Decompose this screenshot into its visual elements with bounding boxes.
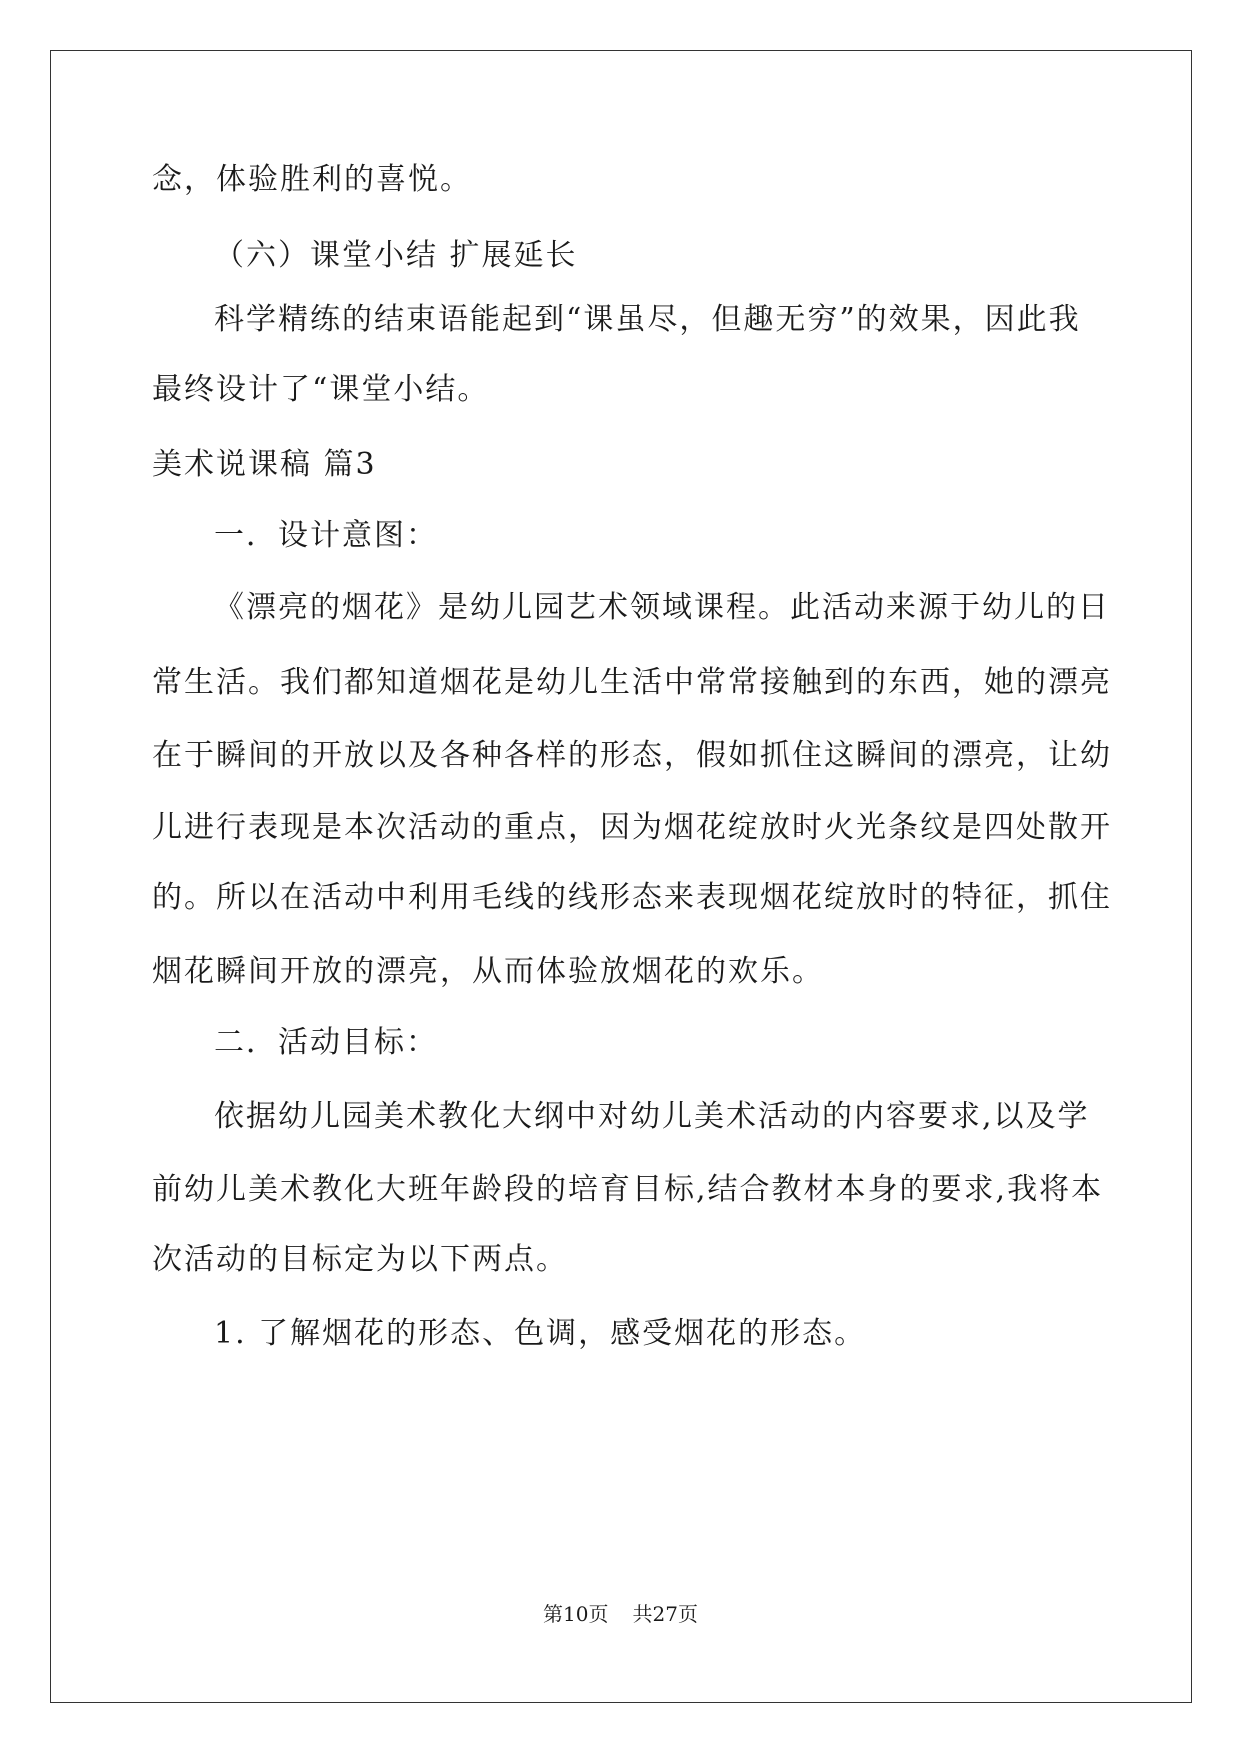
text-line: 常生活。我们都知道烟花是幼儿生活中常常接触到的东西，她的漂亮 bbox=[152, 665, 1112, 700]
page-number: 第10页 bbox=[543, 1602, 609, 1626]
section-heading: 二．活动目标： bbox=[214, 1025, 438, 1060]
text-line: 烟花瞬间开放的漂亮，从而体验放烟花的欢乐。 bbox=[152, 954, 824, 989]
text-line: 次活动的目标定为以下两点。 bbox=[152, 1242, 568, 1277]
text-line: 在于瞬间的开放以及各种各样的形态，假如抓住这瞬间的漂亮，让幼 bbox=[152, 738, 1112, 773]
page-footer bbox=[0, 1601, 1241, 1627]
section-heading: 一．设计意图： bbox=[214, 518, 438, 553]
text-line: 儿进行表现是本次活动的重点，因为烟花绽放时火光条纹是四处散开 bbox=[152, 810, 1112, 845]
list-item: 1. 了解烟花的形态、色调，感受烟花的形态。 bbox=[214, 1316, 867, 1351]
text-line: 最终设计了“课堂小结。 bbox=[152, 372, 490, 407]
text-line: 依据幼儿园美术教化大纲中对幼儿美术活动的内容要求,以及学 bbox=[214, 1099, 1090, 1134]
text-line: 念，体验胜利的喜悦。 bbox=[152, 162, 472, 197]
text-line: 《漂亮的烟花》是幼儿园艺术领域课程。此活动来源于幼儿的日 bbox=[214, 590, 1110, 625]
text-line: 前幼儿美术教化大班年龄段的培育目标,结合教材本身的要求,我将本 bbox=[152, 1172, 1104, 1207]
text-line: 科学精练的结束语能起到“课虽尽，但趣无穷”的效果，因此我 bbox=[214, 302, 1081, 337]
article-title: 美术说课稿 篇3 bbox=[152, 447, 377, 482]
page-border bbox=[50, 50, 1192, 1703]
text-line: 的。所以在活动中利用毛线的线形态来表现烟花绽放时的特征，抓住 bbox=[152, 880, 1112, 915]
section-heading: （六）课堂小结 扩展延长 bbox=[214, 238, 578, 273]
page-total: 共27页 bbox=[632, 1602, 698, 1626]
